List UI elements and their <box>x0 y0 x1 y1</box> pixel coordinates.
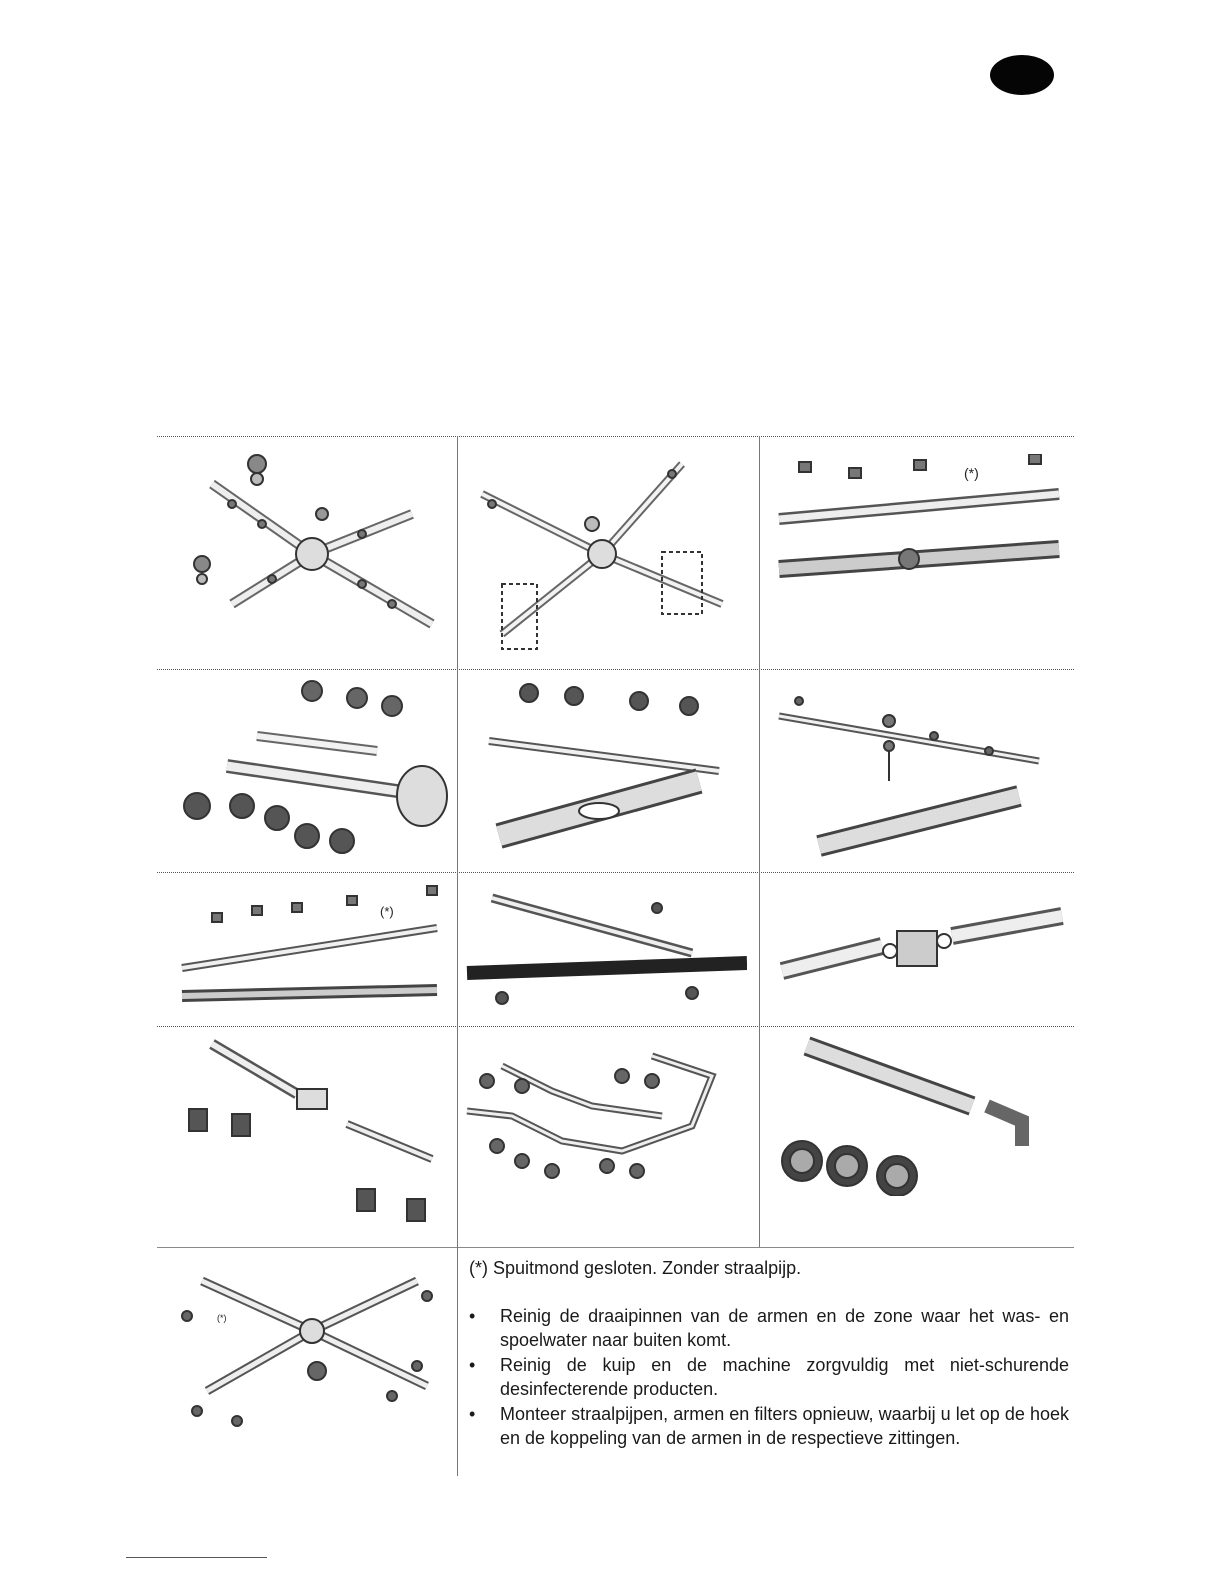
step-text: Monteer straalpijpen, armen en filters opnieuw, waarbij u let op de hoek en de koppeling van de armen in de respectieve zittingen. <box>500 1404 1069 1448</box>
grid-rule <box>157 1247 1074 1248</box>
language-badge <box>990 55 1054 95</box>
cleaning-steps <box>469 1304 1069 1450</box>
spray-arm-manifold-nozzles <box>167 676 452 866</box>
spray-arm-pipe-jets <box>769 686 1064 866</box>
cleaning-notes <box>469 1256 1069 1451</box>
footnote-separator <box>126 1557 267 1558</box>
bullet-icon: • <box>469 1306 476 1326</box>
grid-divider <box>759 436 760 1247</box>
grid-rule <box>157 872 1074 873</box>
closed-nozzle-mark: (*) <box>217 1313 227 1323</box>
closed-nozzle-mark: (*) <box>964 465 979 481</box>
closed-nozzle-mark: (*) <box>380 904 394 919</box>
spray-arm-straight-nozzles <box>769 454 1064 604</box>
bullet-icon: • <box>469 1404 476 1424</box>
step-text: Reinig de draaipinnen van de armen en de zone waar het was- en spoelwater naar buiten komt. <box>500 1306 1069 1350</box>
spray-pipe-split <box>177 1034 442 1234</box>
grid-divider <box>457 436 458 1476</box>
grid-rule <box>157 436 1074 437</box>
spray-arm-flat-bar <box>462 878 747 1023</box>
spray-arm-coupling <box>772 896 1067 996</box>
spray-arm-straight-nozzles-2 <box>172 878 447 1023</box>
list-item <box>469 1402 1069 1450</box>
illustration-grid <box>157 436 1074 1476</box>
spray-frame-loop <box>462 1036 752 1206</box>
closed-nozzle-footnote: (*) Spuitmond gesloten. Zonder straalpijp. <box>469 1258 802 1278</box>
spray-arm-cross-assembly <box>172 444 447 639</box>
spray-arm-cross-exploded <box>462 444 737 664</box>
grid-rule <box>157 1026 1074 1027</box>
grid-rule <box>157 669 1074 670</box>
step-text: Reinig de kuip en de machine zorgvuldig met niet-schurende desinfecterende producten. <box>500 1355 1069 1399</box>
spray-arm-cross-closed <box>177 1256 442 1436</box>
list-item <box>469 1304 1069 1352</box>
list-item <box>469 1353 1069 1401</box>
bullet-icon: • <box>469 1355 476 1375</box>
spray-arm-angled-nozzles <box>469 681 754 866</box>
spray-pipe-elbow <box>772 1036 1042 1196</box>
